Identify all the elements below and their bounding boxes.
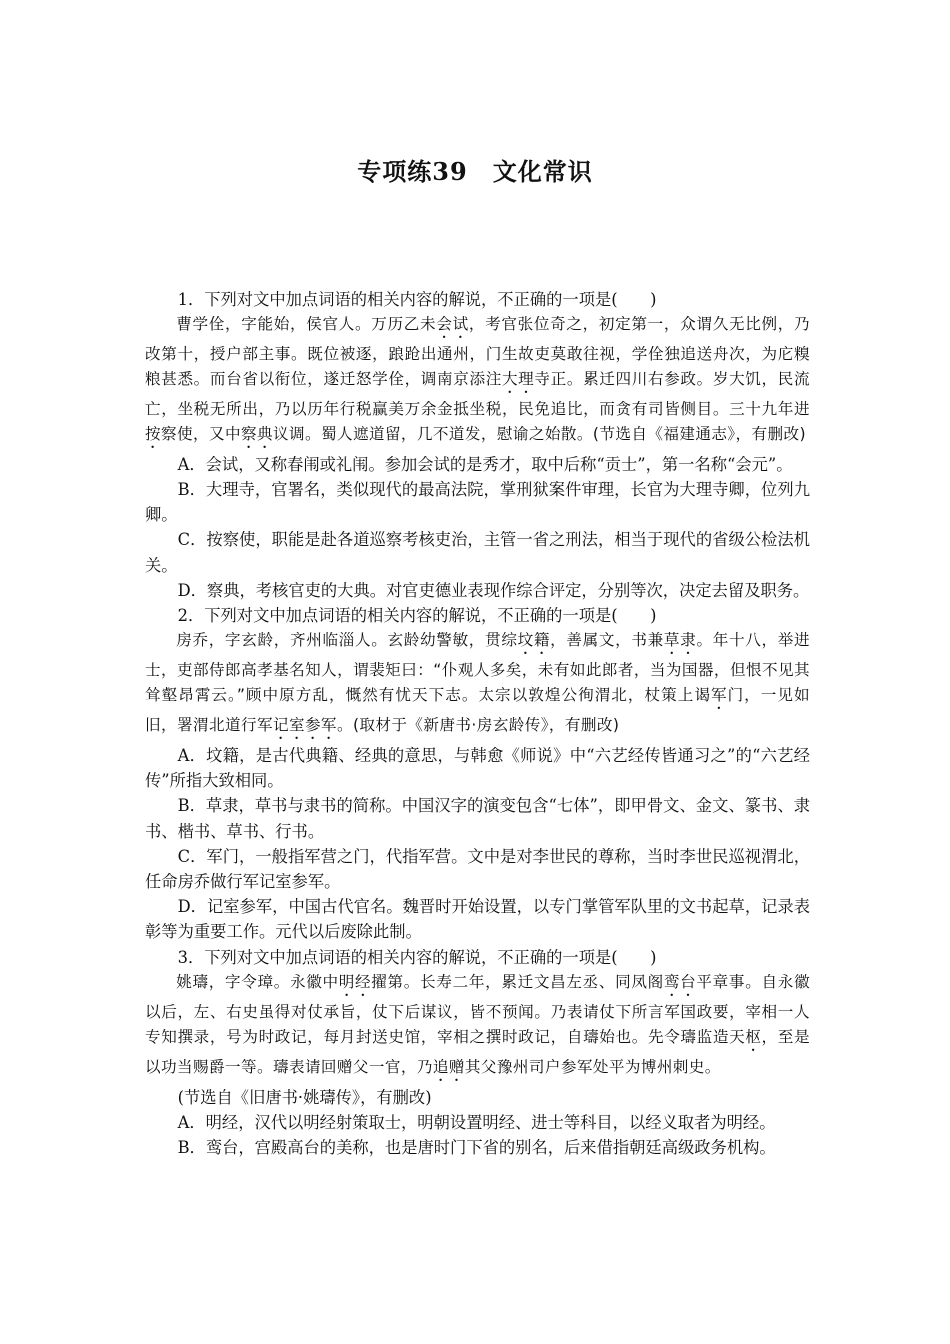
option-b: B．草隶，草书与隶书的简称。中国汉字的演变包含“七体”，即甲骨文、金文、篆书、隶书、楷书、草书、行书。 <box>145 796 810 841</box>
passage-text: 平章事。自永徽以后，左、右史虽得对仗承旨，仗下后谋议，皆不预闻。乃表请仗下所言军国政要，宰相一人专知撰录，号为时政记，每月封送史馆，宰相之撰时政记，自璹始也。先令璹监造天 <box>145 972 810 1046</box>
emphasized-term: 鸾台 <box>663 972 697 991</box>
passage-text: 议调。蜀人遮道留，几不道发，慰谕之始散。 <box>272 424 593 443</box>
question-1-passage <box>145 312 810 452</box>
emphasized-term: 军 <box>710 686 728 705</box>
passage-text: 察使，又中 <box>161 424 241 443</box>
option-a: A．会试，又称春闱或礼闱。参加会试的是秀才，取中后称“贡士”，第一名称“会元”。 <box>177 454 793 474</box>
option-a: A．明经，汉代以明经射策取士，明朝设置明经、进士等科目，以经义取者为明经。 <box>177 1112 776 1132</box>
option-d: D．记室参军，中国古代官名。魏晋时开始设置，以专门掌管军队里的文书起草，记录表彰等为重要工作。元代以后废除此制。 <box>145 897 810 942</box>
passage-text: ，善属文，书兼 <box>550 631 664 650</box>
emphasized-term: 按 <box>145 424 161 443</box>
emphasized-term: 记室参军 <box>272 716 337 735</box>
question-1-stem: 1．下列对文中加点词语的相关内容的解说，不正确的一项是( ) <box>177 290 657 309</box>
option-b: B．鸾台，宫殿高台的美称，也是唐时门下省的别名，后来借指朝廷高级政务机构。 <box>177 1138 776 1158</box>
option-d: D．察典，考核官吏的大典。对官吏德业表现作综合评定，分别等次，决定去留及职务。 <box>177 580 810 600</box>
option-a: A．坟籍，是古代典籍、经典的意思，与韩愈《师说》中“六艺经传皆通习之”的“六艺经传”所指大致相同。 <box>145 746 810 791</box>
passage-text: ，至是以功当赐爵一等。璹表请回赠父一官，乃 <box>145 1027 810 1076</box>
passage-text: 姚璹，字令璋。永徽中 <box>176 972 339 991</box>
emphasized-term: 察典 <box>240 424 273 443</box>
emphasized-term: 追赠 <box>432 1057 465 1076</box>
option-c: C．按察使，职能是赴各道巡察考核吏治，主管一省之刑法，相当于现代的省级公检法机关。 <box>145 530 810 575</box>
emphasized-term: 会试 <box>436 315 469 334</box>
question-3-passage <box>145 970 810 1085</box>
emphasized-term: 明经 <box>338 972 372 991</box>
question-3-stem: 3．下列对文中加点词语的相关内容的解说，不正确的一项是( ) <box>177 947 657 967</box>
content <box>145 287 810 1160</box>
passage-source: (节选自《旧唐书·姚璹传》，有删改) <box>177 1087 432 1107</box>
question-2-passage <box>145 628 810 743</box>
question-2-stem: 2．下列对文中加点词语的相关内容的解说，不正确的一项是( ) <box>177 606 657 626</box>
emphasized-term: 草隶 <box>663 631 697 650</box>
passage-source: (取材于《新唐书·房玄龄传》，有删改) <box>352 716 620 735</box>
emphasized-term: 大理 <box>501 370 535 388</box>
option-b: B．大理寺，官署名，类似现代的最高法院，掌刑狱案件审理，长官为大理寺卿，位列九卿。 <box>145 480 810 525</box>
passage-text: 。 <box>336 716 353 735</box>
passage-text: 。年十八，举进士，吏部侍郎高孝基名知人，谓裴矩曰：“仆观人多矣，未有如此郎者，当为国器，但恨不见其耸壑昂霄云。”顾中原方乱，慨然有忧天下志。太宗以敦煌公徇渭北，杖策上谒 <box>145 631 810 705</box>
emphasized-term: 枢 <box>745 1027 762 1046</box>
page-title: 专项练39 文化常识 <box>357 157 593 186</box>
passage-text: 房乔，字玄龄，齐州临淄人。玄龄幼警敏，贯综 <box>176 631 518 650</box>
passage-text: 擢第。长寿二年，累迁文昌左丞、同凤阁 <box>371 972 664 991</box>
emphasized-term: 坟籍 <box>517 631 551 650</box>
passage-text: 寺正。累迁四川右参政。岁大饥，民流亡，坐税无所出，乃以历年行税赢美万余金抵坐税，民免追比，而贪有司皆侧目。三十九年进 <box>145 370 810 418</box>
option-c: C．军门，一般指军营之门，代指军营。文中是对李世民的尊称，当时李世民巡视渭北，任命房乔做行军记室参军。 <box>145 846 810 892</box>
passage-source: (节选自《福建通志》，有删改) <box>592 424 806 443</box>
passage-text: 门，一见如旧，署渭北道行军 <box>145 686 810 735</box>
passage-text: 曹学佺，字能始，侯官人。万历乙未 <box>176 315 437 334</box>
passage-text: ，考官张位奇之，初定第一，众谓久无比例，乃改第十，授户部主事。既位被逐，踉跄出通州，门生故吏莫敢往视，学佺独追送舟次，为庀糗粮甚悉。而台省以衔位，遂迁怒学佺，调南京添注 <box>145 315 810 388</box>
passage-text: 其父豫州司户参军处平为博州刺史。 <box>464 1057 721 1076</box>
